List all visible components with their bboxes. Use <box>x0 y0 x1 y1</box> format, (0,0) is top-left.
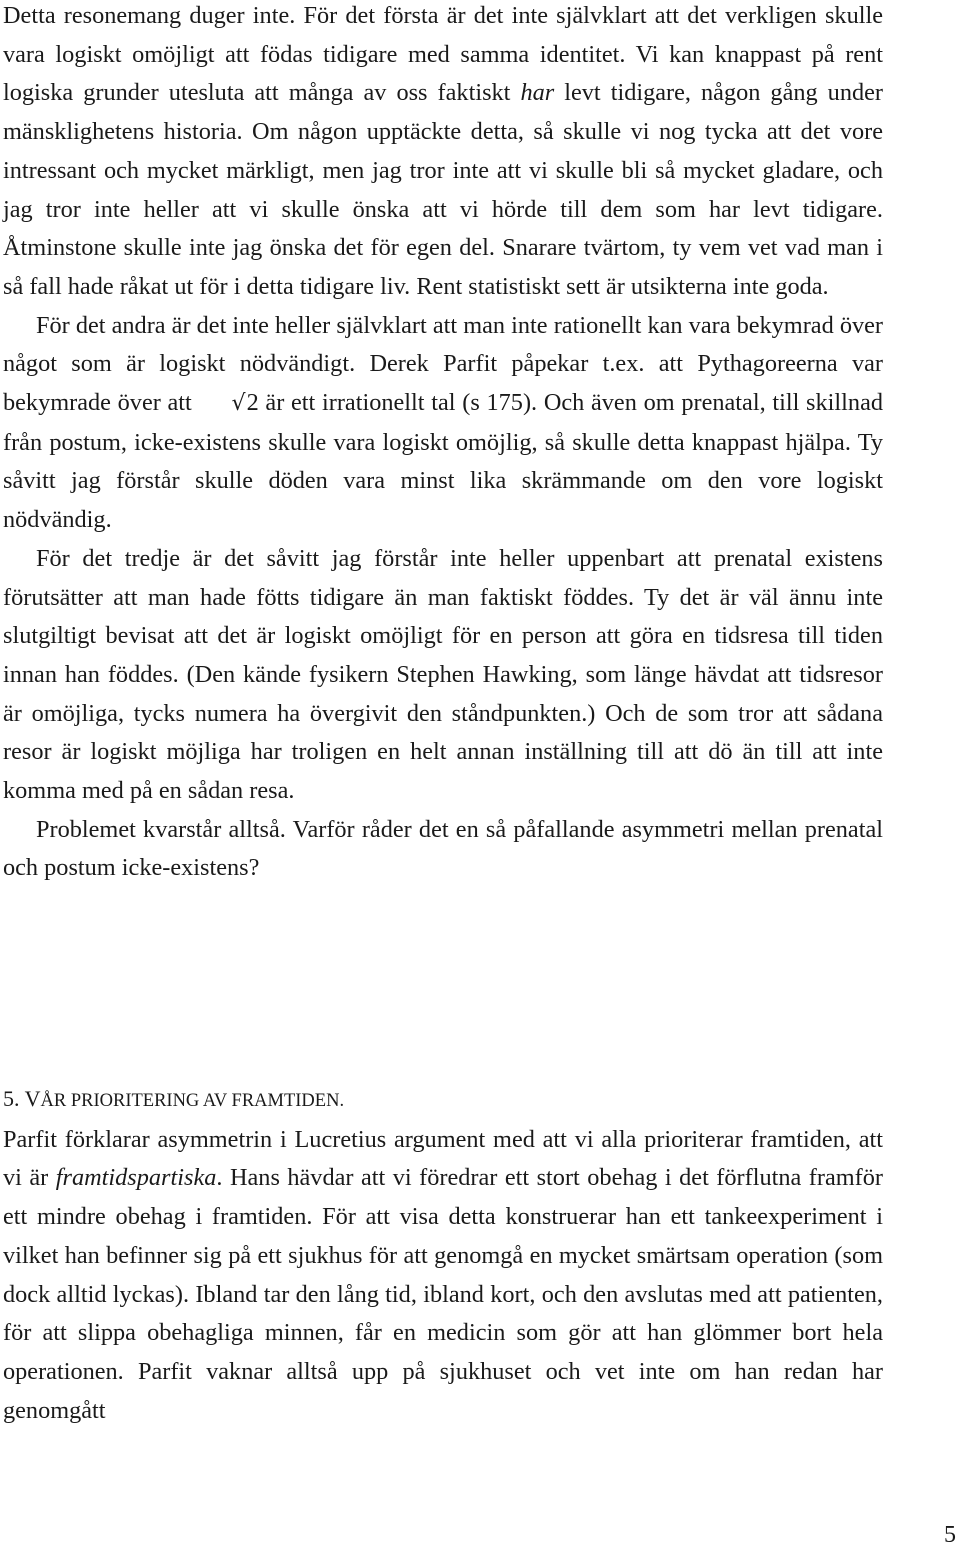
paragraph-2-text-a: För det andra är det inte heller självklart att man inte rationellt kan vara bekymrad över något som är logiskt nödvändigt. Derek Parfit påpekar t.ex. att Pythagoreerna var bekymrade över att <box>3 311 883 417</box>
section-number: 5. <box>3 1086 25 1111</box>
paragraph-2 <box>3 307 883 540</box>
paragraph-1 <box>3 0 883 307</box>
paragraph-1-emphasis: har <box>520 79 555 107</box>
section-paragraph-text-b: . Hans hävdar att vi föredrar ett stort obehag i det förflutna framför ett mindre obehag i framtiden. För att visa detta konstruerar han ett tankeexperiment i vilket han befinner sig på ett sjukhus för att genomgå en mycket smärtsam operation (som dock alltid lyckas). Ibland tar den lång tid, ibland kort, och den avslutas med att patienten, för att slippa obehagliga minnen, får en medicin som gör att han glömmer bort hela operationen. Parfit vaknar alltså upp på sjukhuset och vet inte om han redan har genomgått <box>3 1164 883 1424</box>
section-paragraph-text-a: Parfit förklarar asymmetrin i Lucretius argument med att vi alla prioriterar framtiden, att vi är <box>3 1125 883 1192</box>
square-root-icon: √ <box>231 391 246 417</box>
body-text-upper <box>3 0 883 888</box>
section-title-rest: ÅR PRIORITERING AV FRAMTIDEN. <box>40 1091 345 1111</box>
section-title-initial: V <box>24 1086 41 1111</box>
paragraph-1-text-b: levt tidigare, någon gång under mänsklighetens historia. Om någon upptäckte detta, så skulle vi nog tycka att det vore intressant och mycket märkligt, men jag tror inte att vi skulle bli så mycket gladare, och jag tror inte heller att vi skulle önska att vi hörde till dem som har levt tidigare. Åtminstone skulle inte jag önska det för egen del. Snarare tvärtom, ty vem vet vad man i så fall hade råkat ut för i detta tidigare liv. Rent statistiskt sett är utsikterna inte goda. <box>3 79 883 300</box>
paragraph-1-text-a: Detta resonemang duger inte. För det första är det inte självklart att det verkligen skulle vara logiskt omöjligt att födas tidigare med samma identitet. Vi kan knappast på rent logiska grunder utesluta att många av oss faktiskt <box>3 2 883 107</box>
paragraph-4: Problemet kvarstår alltså. Varför råder det en så påfallande asymmetri mellan prenatal och postum icke-existens? <box>3 815 883 882</box>
section-heading <box>3 1080 883 1121</box>
paragraph-3: För det tredje är det såvitt jag förstår inte heller uppenbart att prenatal existens förutsätter att man hade fötts tidigare än man faktiskt föddes. Ty det är väl ännu inte slutgiltigt bevisat att det är logiskt omöjligt för en person att göra en tidsresa till tiden innan han föddes. (Den kände fysikern Stephen Hawking, som länge hävdat att tidsresor är omöjliga, tycks numera ha övergivit den ståndpunkten.) Och de som tror att sådana resor är logiskt möjliga har troligen en helt annan inställning till att dö än till att inte komma med på en sådan resa. <box>3 544 883 805</box>
body-text-lower <box>3 1080 883 1430</box>
section-paragraph-emphasis: framtidspartiska <box>55 1164 217 1192</box>
paragraph-2-text-b: 2 är ett irrationellt tal (s 175). Och även om prenatal, till skillnad från postum, icke-existens skulle vara logiskt omöjlig, så skulle detta knappast hjälpa. Ty såvitt jag förstår skulle döden vara minst lika skrämmande om den vore logiskt nödvändig. <box>3 389 883 534</box>
section-paragraph <box>3 1121 883 1431</box>
page-number: 5 <box>944 1522 956 1548</box>
